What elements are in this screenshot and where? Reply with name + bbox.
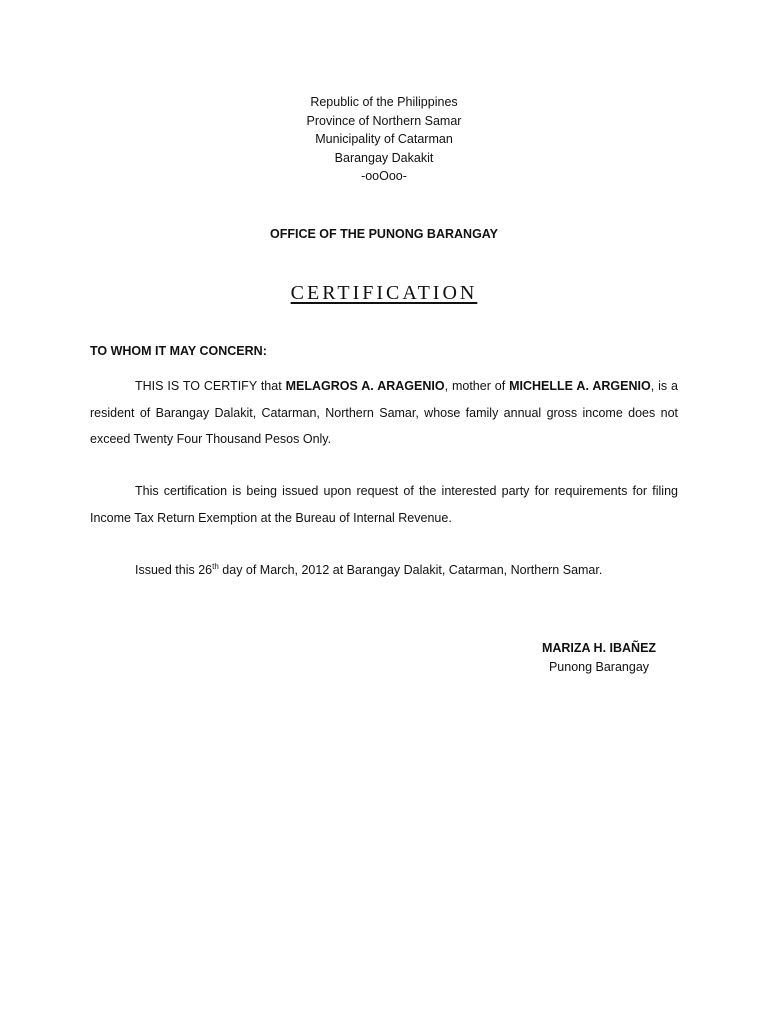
letterhead-barangay: Barangay Dakakit xyxy=(334,150,434,165)
issuance-paragraph xyxy=(90,557,678,584)
office-heading: OFFICE OF THE PUNONG BARANGAY xyxy=(269,227,499,241)
letterhead-province: Province of Northern Samar xyxy=(306,113,462,128)
salutation: TO WHOM IT MAY CONCERN: xyxy=(90,344,267,358)
paragraph-lead: THIS IS TO CERTIFY that xyxy=(135,379,286,393)
signatory-name: MARIZA H. IBAÑEZ xyxy=(541,641,657,655)
signatory-position: Punong Barangay xyxy=(548,659,650,674)
purpose-paragraph xyxy=(90,478,678,531)
certification-paragraph xyxy=(90,373,678,453)
letterhead-country: Republic of the Philippines xyxy=(310,95,458,109)
certified-person-name: MELAGROS A. ARAGENIO xyxy=(285,379,445,393)
letterhead xyxy=(0,93,768,186)
child-name: MICHELLE A. ARGENIO xyxy=(509,379,651,393)
purpose-text: This certification is being issued upon request of the interested party for requirements for filing Income Tax Return Exemption at the Bureau of Internal Revenue. xyxy=(90,484,678,525)
paragraph-rest: , is a resident of Barangay Dalakit, Catarman, Northern Samar, whose family annual gross income does not exceed Twenty Four Thousand Pesos Only. xyxy=(90,379,678,446)
signatory-block xyxy=(520,639,678,676)
document-title xyxy=(0,282,768,305)
issuance-date-after: day of March, 2012 at Barangay Dalakit, Catarman, Northern Samar. xyxy=(218,563,603,577)
letterhead-ornament: -ooOoo- xyxy=(361,169,407,183)
ordinal-suffix: th xyxy=(212,562,219,571)
paragraph-relation: , mother of xyxy=(444,379,510,393)
document-title-text: CERTIFICATION xyxy=(290,282,478,304)
letterhead-municipality: Municipality of Catarman xyxy=(315,132,453,146)
issuance-date-before: Issued this 26 xyxy=(135,563,213,577)
